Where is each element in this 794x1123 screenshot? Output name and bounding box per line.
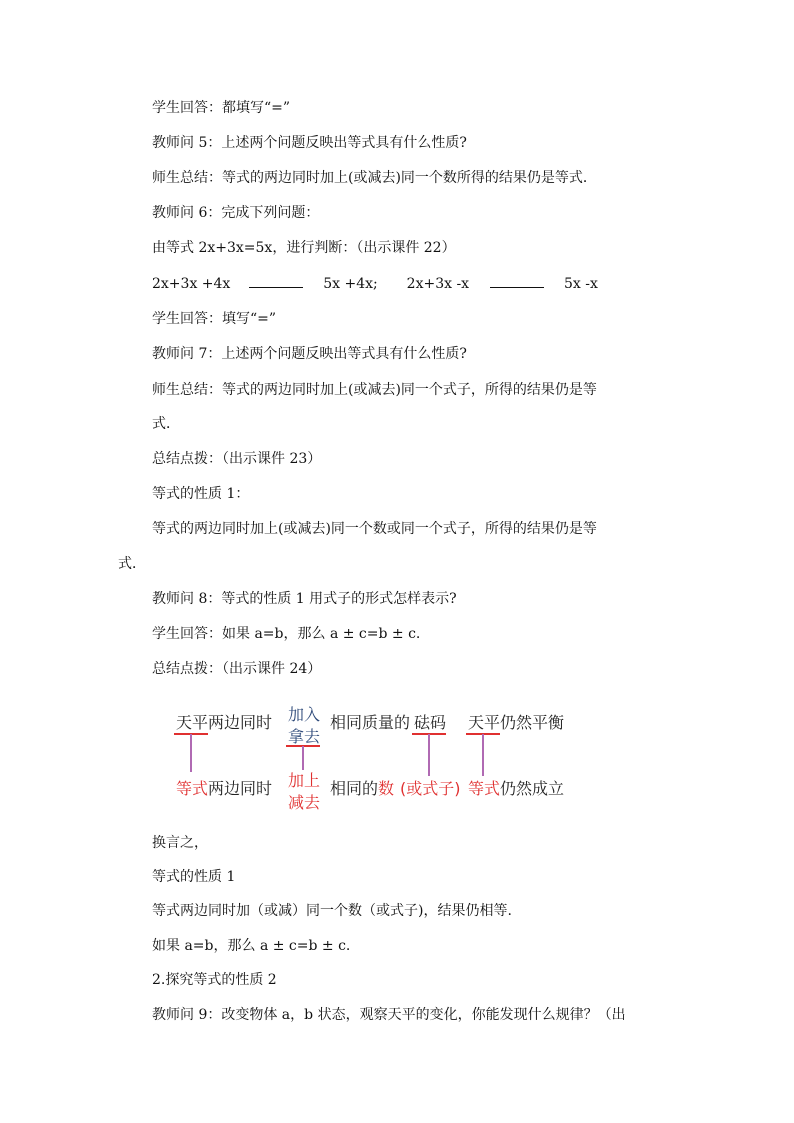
paragraph: 学生回答：如果 a=b，那么 a ± c=b ± c.	[152, 626, 421, 642]
diagram-top-t1: 天平	[176, 713, 209, 732]
judge-row	[152, 274, 598, 294]
balance-equation-diagram	[150, 690, 620, 820]
paragraph: 教师问 6：完成下列问题：	[152, 205, 320, 221]
paragraph: 式．	[152, 416, 180, 432]
paragraph: 等式两边同时加（或减）同一个数（或式子)，结果仍相等.	[152, 903, 512, 919]
paragraph: 教师问 9：改变物体 a，b 状态，观察天平的变化，你能发现什么规律？（出	[152, 1007, 626, 1023]
paragraph: 由等式 2x+3x=5x，进行判断：（出示课件 22）	[152, 240, 456, 256]
paragraph: 等式的性质 1	[152, 869, 236, 885]
diagram-bottom-t4: 数	[378, 779, 395, 798]
diagram-top-t6: 仍然平衡	[500, 713, 565, 732]
paragraph: 师生总结：等式的两边同时加上(或减去)同一个数所得的结果仍是等式．	[152, 170, 597, 186]
judge-right-2: 5x -x	[563, 276, 598, 292]
paragraph: 教师问 7：上述两个问题反映出等式具有什么性质?	[152, 346, 467, 362]
paragraph: 总结点拨：（出示课件 23）	[152, 451, 322, 467]
diagram-bottom-op1: 加上	[288, 771, 321, 790]
diagram-top-op1: 加入	[288, 705, 321, 724]
diagram-top-t5: 天平	[468, 713, 501, 732]
diagram-top-t2: 两边同时	[208, 713, 273, 732]
paragraph: 教师问 8：等式的性质 1 用式子的形式怎样表示?	[152, 591, 457, 607]
diagram-bottom-t7: 仍然成立	[500, 779, 565, 798]
diagram-top-t3: 相同质量的	[330, 713, 411, 732]
paragraph: 换言之，	[152, 835, 208, 851]
judge-right-1: 5x +4x;	[323, 276, 378, 292]
paragraph: 学生回答：都填写“=”	[152, 100, 291, 116]
diagram-top-t4: 砝码	[414, 713, 447, 732]
paragraph: 等式的性质 1：	[152, 486, 250, 502]
diagram-bottom-t1: 等式	[176, 779, 209, 798]
paragraph: 总结点拨：（出示课件 24）	[152, 661, 322, 677]
diagram-top-op2: 拿去	[288, 727, 321, 746]
paragraph: 教师问 5：上述两个问题反映出等式具有什么性质?	[152, 135, 467, 151]
paragraph: 如果 a=b，那么 a ± c=b ± c.	[152, 938, 351, 954]
judge-left-1: 2x+3x +4x	[152, 276, 231, 292]
paragraph: 师生总结：等式的两边同时加上(或减去)同一个式子，所得的结果仍是等	[152, 382, 597, 398]
blank-1[interactable]	[249, 275, 303, 288]
paragraph: 等式的两边同时加上(或减去)同一个数或同一个式子，所得的结果仍是等	[152, 521, 597, 537]
blank-2[interactable]	[490, 275, 544, 288]
diagram-bottom-op2: 减去	[288, 793, 321, 812]
paragraph: 学生回答：填写“=”	[152, 311, 277, 327]
judge-left-2: 2x+3x -x	[406, 276, 470, 292]
diagram-bottom-t2: 两边同时	[208, 779, 273, 798]
diagram-bottom-t3: 相同的	[330, 779, 379, 798]
diagram-bottom-t5: (或式子)	[400, 779, 461, 798]
paragraph: 式．	[118, 556, 146, 572]
section-heading: 2.探究等式的性质 2	[152, 972, 277, 988]
diagram-bottom-t6: 等式	[468, 779, 501, 798]
